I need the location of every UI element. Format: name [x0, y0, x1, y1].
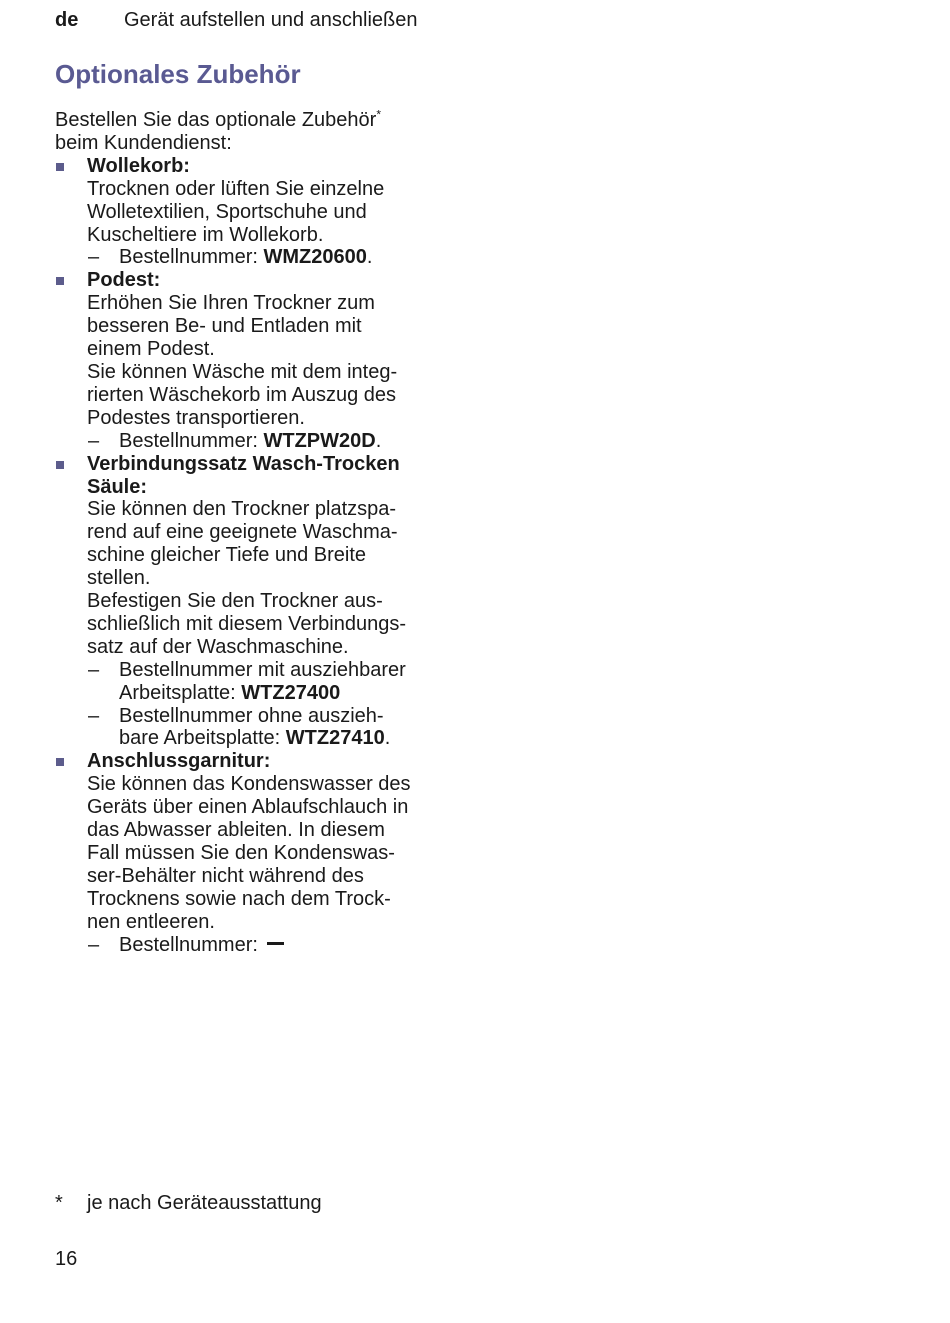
page-header — [55, 8, 418, 32]
order-number — [87, 934, 455, 957]
language-code: de — [55, 9, 79, 31]
paragraph-line: einem Podest. — [87, 338, 215, 361]
content — [55, 109, 455, 957]
paragraph-line: das Abwasser ableiten. In diesem — [87, 819, 385, 842]
bullet-square-icon — [56, 163, 64, 171]
paragraph-line: rend auf eine geeignete Waschma- — [87, 521, 398, 544]
paragraph-line: Fall müssen Sie den Kondenswas- — [87, 842, 395, 864]
paragraph-line: schließlich mit diesem Verbindungs- — [87, 612, 407, 635]
accessory-title-cont: Säule: — [87, 475, 148, 498]
footnote-star: * — [55, 1192, 63, 1214]
paragraph-line: Befestigen Sie den Trockner aus- — [87, 590, 383, 613]
accessory-verbindungssatz — [55, 453, 455, 751]
order-label: Bestellnummer mit ausziehbarer — [119, 658, 406, 681]
paragraph-line: Sie können den Trockner platzspa- — [87, 498, 397, 521]
accessory-list — [55, 155, 455, 957]
chapter-title: Gerät aufstellen und anschließen — [124, 9, 418, 31]
bullet-square-icon — [56, 277, 64, 285]
paragraph-line: besseren Be- und Entladen mit — [87, 315, 362, 338]
paragraph-line: Kuscheltiere im Wollekorb. — [87, 223, 324, 246]
order-code: WMZ20600 — [263, 246, 367, 269]
order-label: Bestellnummer: — [119, 429, 264, 452]
order-code: WTZ27400 — [241, 681, 341, 704]
paragraph-line: rierten Wäschekorb im Auszug des — [87, 383, 397, 406]
accessory-title: Anschlussgarnitur: — [87, 750, 271, 773]
footnote — [55, 1191, 322, 1215]
accessory-anschlussgarnitur — [55, 750, 455, 956]
order-number — [87, 430, 455, 453]
intro-line-2: beim Kundendienst: — [55, 131, 232, 154]
dash-marker: – — [88, 246, 100, 269]
paragraph-line: ser-Behälter nicht während des — [87, 864, 364, 887]
paragraph-line: Wolletextilien, Sportschuhe und — [87, 200, 367, 223]
page-number: 16 — [55, 1248, 78, 1270]
placeholder-bar — [267, 942, 284, 945]
order-number — [87, 659, 455, 705]
dash-marker: – — [88, 658, 100, 681]
order-label: Bestellnummer ohne auszieh- — [119, 704, 384, 727]
order-code: WTZPW20D — [263, 429, 376, 452]
order-number — [87, 705, 455, 751]
bullet-square-icon — [56, 461, 64, 469]
accessory-title: Verbindungssatz Wasch-Trocken — [87, 452, 400, 475]
accessory-title: Wollekorb: — [87, 154, 190, 177]
paragraph-line: Geräts über einen Ablaufschlauch in — [87, 796, 409, 819]
paragraph-line: schine gleicher Tiefe und Breite — [87, 544, 367, 567]
intro-text — [55, 109, 455, 155]
footnote-text: je nach Geräteausstattung — [87, 1192, 322, 1214]
order-suffix: . — [366, 246, 373, 269]
section-title: Optionales Zubehör — [55, 59, 301, 89]
order-label: Bestellnummer: — [119, 246, 264, 269]
order-suffix: . — [384, 727, 391, 750]
order-label-cont: Arbeitsplatte: — [119, 681, 242, 704]
paragraph-line: Sie können Wäsche mit dem integ- — [87, 360, 398, 383]
intro-line-1: Bestellen Sie das optionale Zubehör — [55, 109, 377, 131]
paragraph-line: stellen. — [87, 567, 151, 590]
order-code: WTZ27410 — [285, 727, 385, 750]
paragraph-line: Trocknens sowie nach dem Trock- — [87, 887, 391, 910]
order-label-cont: bare Arbeitsplatte: — [119, 727, 286, 750]
accessory-wollekorb — [55, 155, 455, 270]
footnote-marker: * — [376, 107, 381, 122]
paragraph-line: satz auf der Waschmaschine. — [87, 635, 349, 658]
bullet-square-icon — [56, 758, 64, 766]
paragraph-line: Erhöhen Sie Ihren Trockner zum — [87, 292, 375, 315]
paragraph-line: Podestes transportieren. — [87, 406, 305, 429]
order-suffix: . — [375, 429, 382, 452]
order-number — [87, 246, 455, 269]
dash-marker: – — [88, 429, 100, 452]
dash-marker: – — [88, 704, 100, 727]
paragraph-line: Trocknen oder lüften Sie einzelne — [87, 177, 385, 200]
dash-marker: – — [88, 933, 100, 956]
paragraph-line: Sie können das Kondenswasser des — [87, 773, 411, 796]
order-label: Bestellnummer: — [119, 933, 264, 956]
paragraph-line: nen entleeren. — [87, 910, 215, 933]
accessory-podest — [55, 269, 455, 452]
accessory-title: Podest: — [87, 269, 161, 292]
